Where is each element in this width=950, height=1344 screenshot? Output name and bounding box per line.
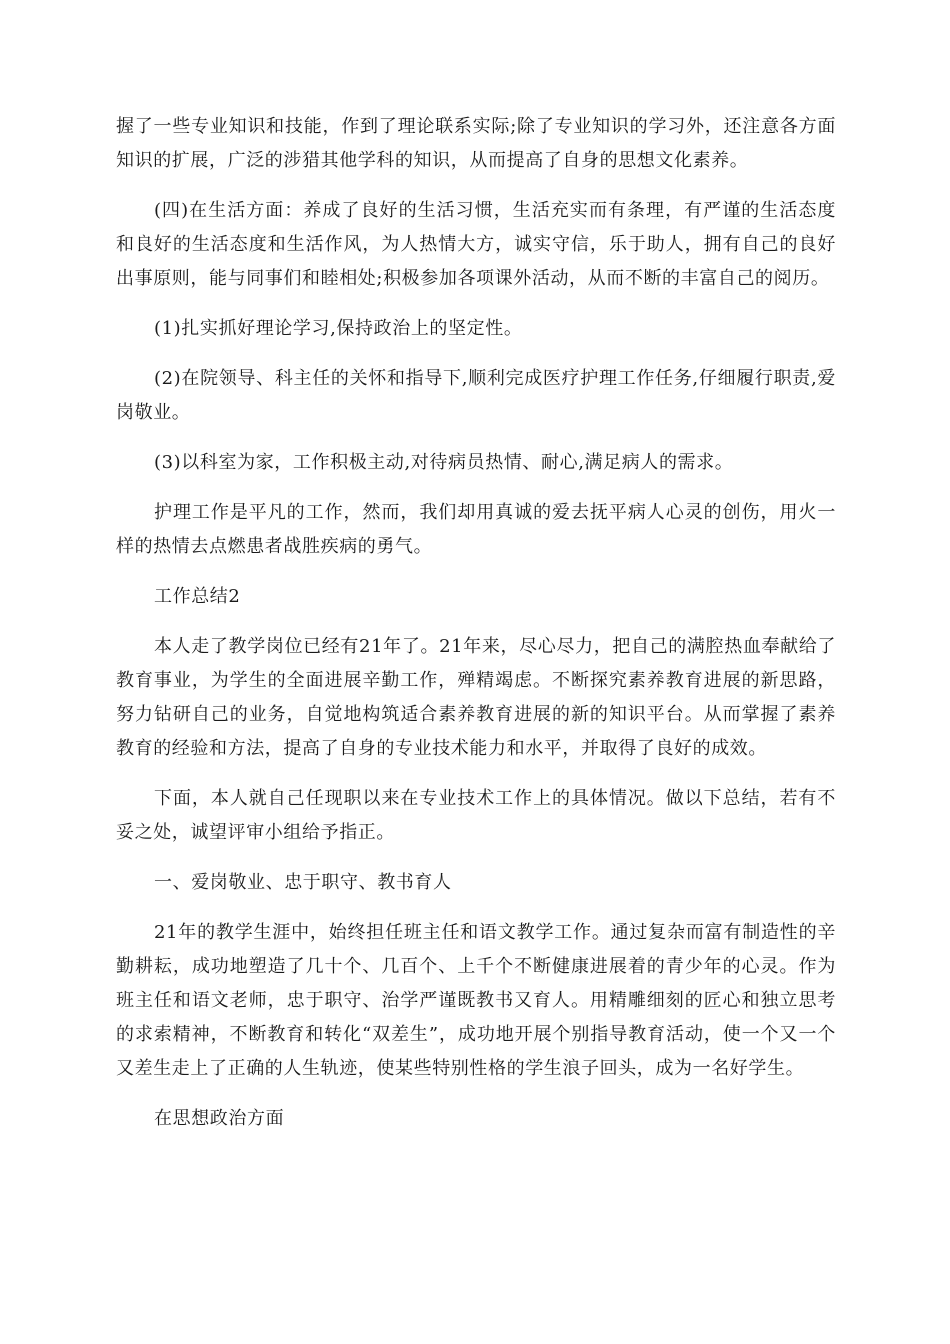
paragraph-life-aspect: (四)在生活方面：养成了良好的生活习惯，生活充实而有条理，有严谨的生活态度和良好的生活态度和生活作风，为人热情大方，诚实守信，乐于助人，拥有自己的良好出事原则，能与同事们和睦相处;积极参加各项课外活动，从而不断的丰富自己的阅历。 bbox=[116, 200, 836, 289]
section-heading-summary-2: 工作总结2 bbox=[154, 586, 241, 607]
paragraph-teaching-career: 21年的教学生涯中，始终担任班主任和语文教学工作。通过复杂而富有制造性的辛勤耕耘，成功地塑造了几十个、几百个、上千个不断健康进展着的青少年的心灵。作为班主任和语文老师，忠于职守、治学严谨既教书又育人。用精雕细刻的匠心和独立思考的求索精神，不断教育和转化“双差生”，成功地开展个别指导教育活动，使一个又一个又差生走上了正确的人生轨迹，使某些特别性格的学生浪子回头，成为一名好学生。 bbox=[116, 922, 836, 1079]
list-item-1: (1)扎实抓好理论学习,保持政治上的坚定性。 bbox=[154, 318, 523, 339]
section-heading-politics: 在思想政治方面 bbox=[154, 1108, 285, 1129]
list-item-2: (2)在院领导、科主任的关怀和指导下,顺利完成医疗护理工作任务,仔细履行职责,爱岗敬业。 bbox=[116, 368, 836, 423]
list-item-3: (3)以科室为家，工作积极主动,对待病员热情、耐心,满足病人的需求。 bbox=[154, 452, 734, 473]
section-heading-dedication: 一、爱岗敬业、忠于职守、教书育人 bbox=[154, 872, 452, 893]
paragraph-teaching-intro: 本人走了教学岗位已经有21年了。21年来，尽心尽力，把自己的满腔热血奉献给了教育事业，为学生的全面进展辛勤工作，殚精竭虑。不断探究素养教育进展的新思路，努力钻研自己的业务，自觉地构筑适合素养教育进展的新的知识平台。从而掌握了素养教育的经验和方法，提高了自身的专业技术能力和水平，并取得了良好的成效。 bbox=[116, 636, 836, 759]
document-body bbox=[116, 110, 836, 1152]
paragraph-nursing: 护理工作是平凡的工作，然而，我们却用真诚的爱去抚平病人心灵的创伤，用火一样的热情去点燃患者战胜疾病的勇气。 bbox=[116, 502, 836, 557]
paragraph-continued: 握了一些专业知识和技能，作到了理论联系实际;除了专业知识的学习外，还注意各方面知识的扩展，广泛的涉猎其他学科的知识，从而提高了自身的思想文化素养。 bbox=[116, 116, 836, 171]
paragraph-summary-intro: 下面，本人就自己任现职以来在专业技术工作上的具体情况。做以下总结，若有不妥之处，诚望评审小组给予指正。 bbox=[116, 788, 836, 843]
